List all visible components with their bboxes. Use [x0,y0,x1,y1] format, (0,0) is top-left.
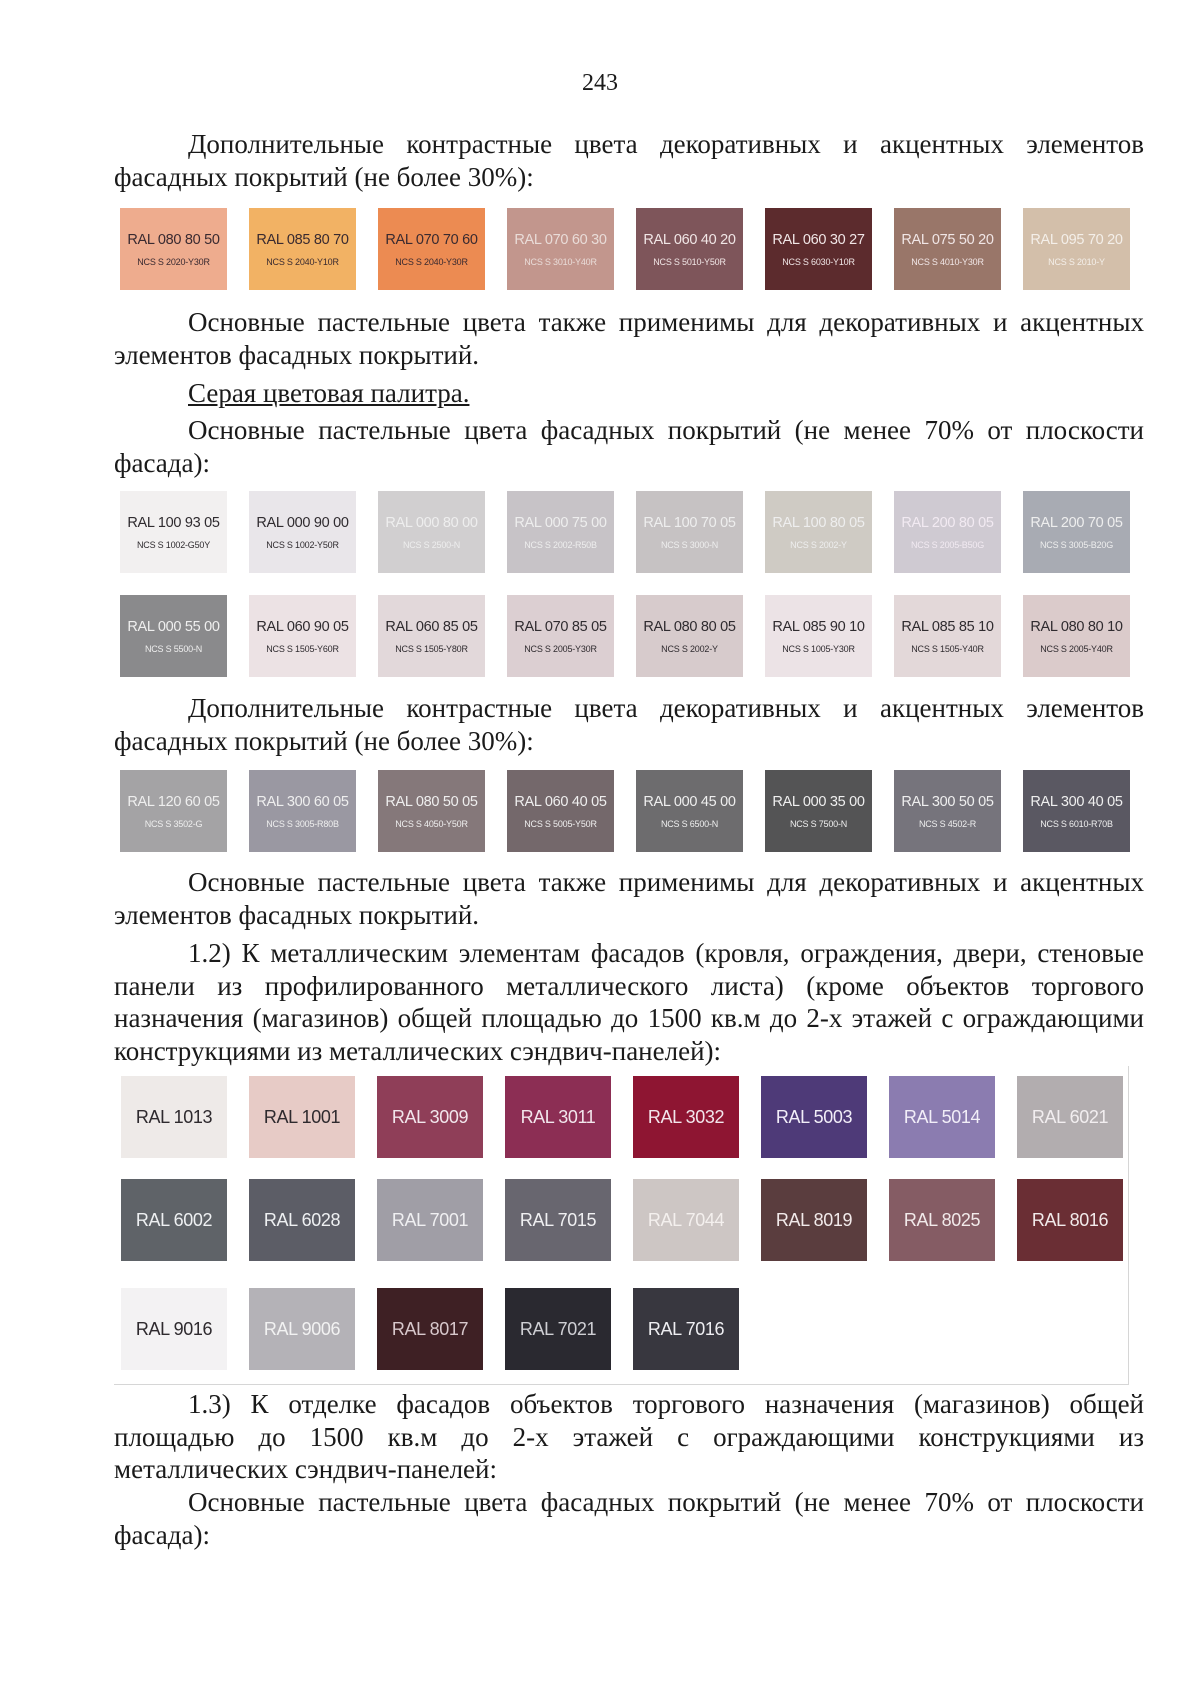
ncs-code: NCS S 1505-Y80R [395,644,468,654]
paragraph-pastel-also-applicable: Основные пастельные цвета также применимы для декоративных и акцентных элементов фасадных покрытий. [114,307,1144,370]
color-swatch [249,770,356,852]
paragraph-accent-warm-intro: Дополнительные контрастные цвета декоративных и акцентных элементов фасадных покрытий (не более 30%): [114,129,1144,192]
page-number: 243 [582,70,618,96]
metal-color-swatch: RAL 5014 [889,1076,995,1158]
metal-color-swatch: RAL 8017 [377,1288,483,1370]
ncs-code: NCS S 5500-N [144,644,203,654]
metal-color-swatch: RAL 1001 [249,1076,355,1158]
color-swatch [765,208,872,290]
ncs-code: NCS S 1002-Y50R [266,540,339,550]
metal-color-swatch: RAL 6028 [249,1179,355,1261]
color-swatch [507,491,614,573]
color-swatch [120,491,227,573]
ncs-code: NCS S 5005-Y50R [524,819,597,829]
ncs-code: NCS S 2500-N [402,540,461,550]
color-swatch [507,208,614,290]
ral-code: RAL 060 40 20 [643,232,736,248]
ral-code: RAL 060 85 05 [385,619,478,635]
ncs-code: NCS S 2005-Y30R [524,644,597,654]
ral-code: RAL 000 45 00 [643,794,736,810]
ncs-code: NCS S 3005-R80B [266,819,339,829]
metal-color-swatch: RAL 5003 [761,1076,867,1158]
metal-color-swatch: RAL 3011 [505,1076,611,1158]
ral-code: RAL 200 70 05 [1030,515,1123,531]
ral-code: RAL 080 80 10 [1030,619,1123,635]
paragraph-pastel-main-trade: Основные пастельные цвета фасадных покрытий (не менее 70% от плоскости фасада): [114,1487,1144,1550]
color-swatch [507,770,614,852]
color-swatch [636,491,743,573]
ral-code: RAL 300 50 05 [901,794,994,810]
color-swatch [1023,491,1130,573]
ncs-code: NCS S 3010-Y40R [524,257,597,267]
metal-color-swatch: RAL 7001 [377,1179,483,1261]
ncs-code: NCS S 2040-Y10R [266,257,339,267]
color-swatch [765,770,872,852]
ral-code: RAL 000 55 00 [127,619,220,635]
ncs-code: NCS S 4010-Y30R [911,257,984,267]
color-swatch [378,491,485,573]
ncs-code: NCS S 3502-G [144,819,203,829]
ral-code: RAL 080 50 05 [385,794,478,810]
ncs-code: NCS S 5010-Y50R [653,257,726,267]
metal-color-swatch: RAL 3032 [633,1076,739,1158]
metal-colors-panel [114,1066,1129,1385]
ral-code: RAL 000 90 00 [256,515,349,531]
metal-color-swatch: RAL 8016 [1017,1179,1123,1261]
ncs-code: NCS S 2005-Y40R [1040,644,1113,654]
color-swatch [249,595,356,677]
swatch-row-accent-grey [120,770,1130,852]
ncs-code: NCS S 2002-Y [790,540,847,550]
paragraph-grey-pastel-intro: Основные пастельные цвета фасадных покрытий (не менее 70% от плоскости фасада): [114,415,1144,478]
color-swatch [765,491,872,573]
grey-palette-heading: Серая цветовая палитра. [188,378,470,408]
ncs-code: NCS S 2040-Y30R [395,257,468,267]
color-swatch [249,491,356,573]
metal-row-2 [121,1179,1123,1261]
ral-code: RAL 070 60 30 [514,232,607,248]
ncs-code: NCS S 2002-Y [661,644,718,654]
color-swatch [1023,595,1130,677]
ncs-code: NCS S 1005-Y30R [782,644,855,654]
ncs-code: NCS S 4502-R [918,819,977,829]
ncs-code: NCS S 1505-Y40R [911,644,984,654]
metal-color-swatch: RAL 9006 [249,1288,355,1370]
ral-code: RAL 080 80 50 [127,232,220,248]
ncs-code: NCS S 2020-Y30R [137,257,210,267]
metal-row-1 [121,1076,1123,1158]
ral-code: RAL 085 85 10 [901,619,994,635]
swatch-row-grey-pastel-1 [120,491,1130,573]
metal-color-swatch: RAL 1013 [121,1076,227,1158]
paragraph-accent-grey-intro: Дополнительные контрастные цвета декоративных и акцентных элементов фасадных покрытий (не более 30%): [114,693,1144,756]
metal-color-swatch: RAL 6021 [1017,1076,1123,1158]
ral-code: RAL 200 80 05 [901,515,994,531]
color-swatch [378,595,485,677]
ncs-code: NCS S 4050-Y50R [395,819,468,829]
metal-color-swatch: RAL 7016 [633,1288,739,1370]
color-swatch [636,770,743,852]
ral-code: RAL 070 70 60 [385,232,478,248]
ral-code: RAL 060 40 05 [514,794,607,810]
color-swatch [894,595,1001,677]
metal-color-swatch: RAL 7044 [633,1179,739,1261]
color-swatch [507,595,614,677]
ral-code: RAL 300 40 05 [1030,794,1123,810]
color-swatch [636,595,743,677]
color-swatch [1023,770,1130,852]
ral-code: RAL 060 30 27 [772,232,865,248]
paragraph-pastel-also-applicable-2: Основные пастельные цвета также применимы для декоративных и акцентных элементов фасадных покрытий. [114,867,1144,930]
ral-code: RAL 080 80 05 [643,619,736,635]
ral-code: RAL 000 35 00 [772,794,865,810]
ral-code: RAL 085 90 10 [772,619,865,635]
ral-code: RAL 100 80 05 [772,515,865,531]
color-swatch [120,770,227,852]
paragraph-trade-objects: 1.3) К отделке фасадов объектов торгового назначения (магазинов) общей площадью до 1500 кв.м до 2-х этажей с ограждающими конструкциями из металлических сэндвич-панелей: [114,1389,1144,1484]
color-swatch [1023,208,1130,290]
ncs-code: NCS S 7500-N [789,819,848,829]
color-swatch [120,208,227,290]
swatch-row-grey-pastel-2 [120,595,1130,677]
ncs-code: NCS S 2010-Y [1048,257,1105,267]
ncs-code: NCS S 2002-R50B [524,540,597,550]
color-swatch [765,595,872,677]
metal-color-swatch: RAL 7015 [505,1179,611,1261]
ral-code: RAL 075 50 20 [901,232,994,248]
ncs-code: NCS S 1002-G50Y [136,540,211,550]
ncs-code: NCS S 3005-B20G [1039,540,1114,550]
ncs-code: NCS S 1505-Y60R [266,644,339,654]
color-swatch [378,770,485,852]
metal-color-swatch: RAL 7021 [505,1288,611,1370]
ral-code: RAL 100 93 05 [127,515,220,531]
color-swatch [120,595,227,677]
ral-code: RAL 100 70 05 [643,515,736,531]
ral-code: RAL 120 60 05 [127,794,220,810]
metal-color-swatch: RAL 8025 [889,1179,995,1261]
ncs-code: NCS S 2005-B50G [910,540,985,550]
ncs-code: NCS S 6500-N [660,819,719,829]
ral-code: RAL 060 90 05 [256,619,349,635]
ncs-code: NCS S 6030-Y10R [782,257,855,267]
ral-code: RAL 000 75 00 [514,515,607,531]
swatch-row-accent-warm [120,208,1130,290]
color-swatch [894,491,1001,573]
ral-code: RAL 300 60 05 [256,794,349,810]
ral-code: RAL 095 70 20 [1030,232,1123,248]
paragraph-metal-elements: 1.2) К металлическим элементам фасадов (кровля, ограждения, двери, стеновые панели из профилированного металлического листа) (кроме объектов торгового назначения (магазинов) общей площадью до 1500 кв.м до 2-х этажей с ограждающими конструкциями из металлических сэндвич-панелей): [114,938,1144,1066]
ncs-code: NCS S 6010-R70B [1040,819,1113,829]
color-swatch [249,208,356,290]
ral-code: RAL 070 85 05 [514,619,607,635]
color-swatch [378,208,485,290]
color-swatch [894,208,1001,290]
color-swatch [636,208,743,290]
ncs-code: NCS S 3000-N [660,540,719,550]
metal-color-swatch: RAL 8019 [761,1179,867,1261]
color-swatch [894,770,1001,852]
metal-row-3 [121,1288,739,1370]
ral-code: RAL 085 80 70 [256,232,349,248]
ral-code: RAL 000 80 00 [385,515,478,531]
metal-color-swatch: RAL 9016 [121,1288,227,1370]
metal-color-swatch: RAL 6002 [121,1179,227,1261]
metal-color-swatch: RAL 3009 [377,1076,483,1158]
